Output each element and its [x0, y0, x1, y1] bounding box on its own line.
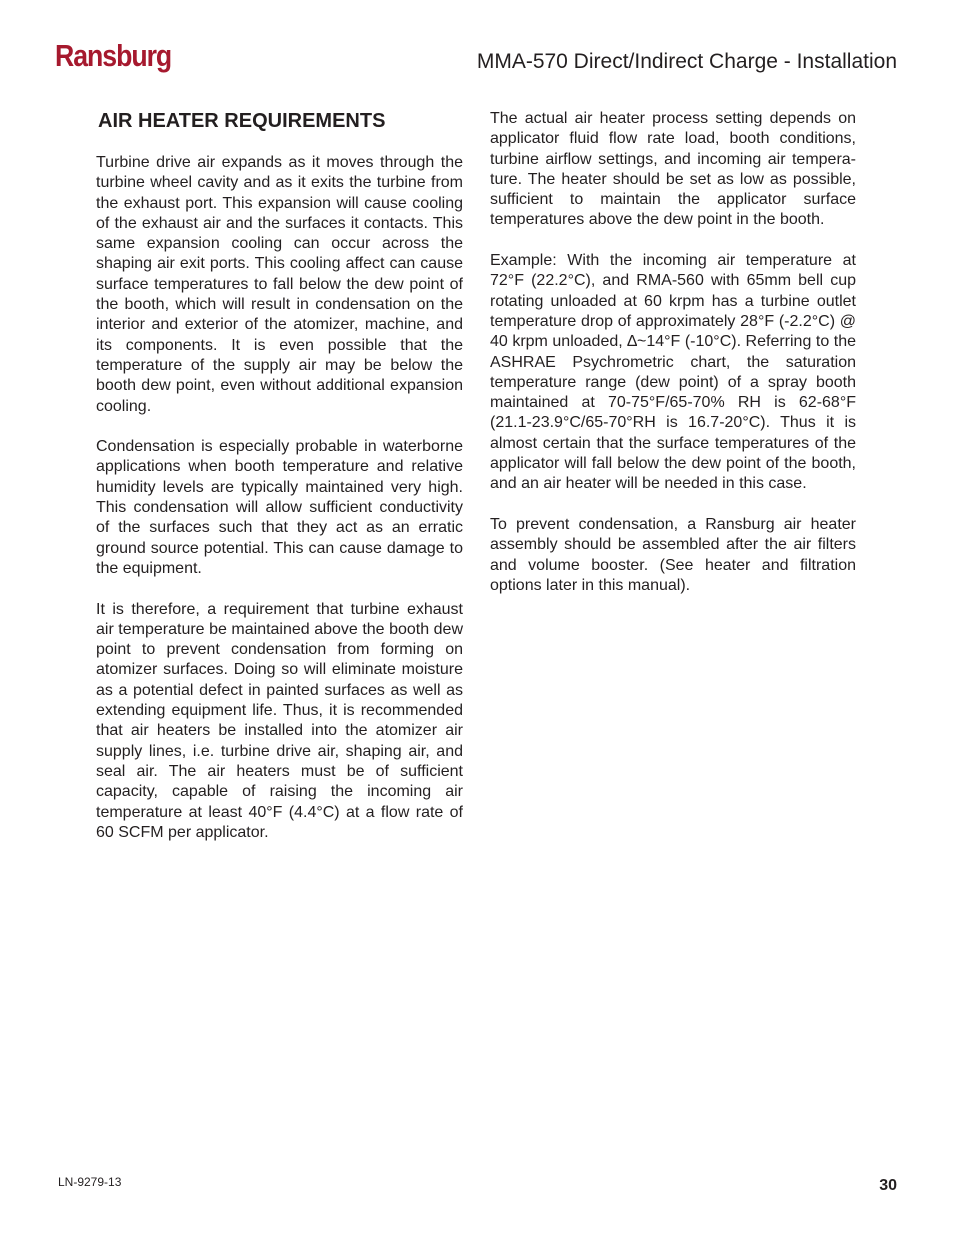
brand-logo: Ransburg — [55, 38, 172, 73]
footer-doc-code: LN-9279-13 — [58, 1175, 122, 1189]
paragraph-condensation: Condensation is especially probable in waterborne applications when booth temperature and relative humidity levels are typically maintained very high. This condensation will allow sufficient conductivity of the surfaces such that they act as an erratic ground source potential. This can cause damage to the equipment. — [96, 438, 463, 577]
paragraph-requirement: It is therefore, a requirement that turbine exhaust air temperature be maintained above the booth dew point to prevent condensation from forming on atomizer surfaces. Doing so will eliminate moisture as a potential defect in painted surfaces as well as extending equipment life. Thus, it is recommended that air heaters be installed into the atomizer air supply lines, i.e. turbine drive air, shaping air, and seal air. The air heaters must be of sufficient capacity, capable of raising the incoming air temperature at least 40°F (4.4°C) at a flow rate of 60 SCFM per applicator. — [96, 600, 463, 841]
section-heading: AIR HEATER REQUIREMENTS — [98, 110, 386, 132]
document-title: MMA-570 Direct/Indirect Charge - Installation — [476, 50, 897, 73]
paragraph-example: Example: With the incoming air temperature at 72°F (22.2°C), and RMA-560 with 65mm bell cup rotating unloaded at 60 krpm has a turbine outlet temperature drop of approximately 28°F (-2.2°C) @ 40 krpm unloaded, ∆~14°F (-10°C). Referring to the ASHRAE Psychrometric chart, the saturation temperature range (dew point) of a spray booth maintained at 70-75°F/65-70% RH is 62-68°F (21.1-23.9°C/65-70°RH is 16.7-20°C). Thus it is almost certain that the surface temperatures of the applicator will fall below the dew point of the booth, and an air heater will be needed in this case. — [490, 252, 856, 493]
page-number: 30 — [879, 1177, 897, 1194]
paragraph-heater-setting: The actual air heater process setting depends on applicator fluid flow rate load, booth conditions, turbine airflow settings, and incoming air temperature. The heater should be set as low as possible, sufficient to maintain the applicator surface temperatures above the dew point in the booth. — [490, 110, 856, 229]
paragraph-prevent-condensation: To prevent condensation, a Ransburg air heater assembly should be assembled after the air filters and volume booster. (See heater and filtration options later in this manual). — [490, 515, 856, 594]
left-column — [96, 153, 463, 843]
paragraph-turbine-expansion: Turbine drive air expands as it moves through the turbine wheel cavity and as it exits the turbine from the exhaust port. This expansion will cause cooling of the exhaust air and the surfaces it contacts. This same expansion cooling can occur across the shaping air exit ports. This cooling affect can cause surface temperatures to fall below the dew point of the booth, which will result in condensation on the interior and exterior of the atomizer, machine, and its components. It is even possible that the temperature of the supply air may be below the booth dew point, even without additional expansion cooling. — [96, 154, 463, 415]
right-column — [490, 109, 856, 596]
